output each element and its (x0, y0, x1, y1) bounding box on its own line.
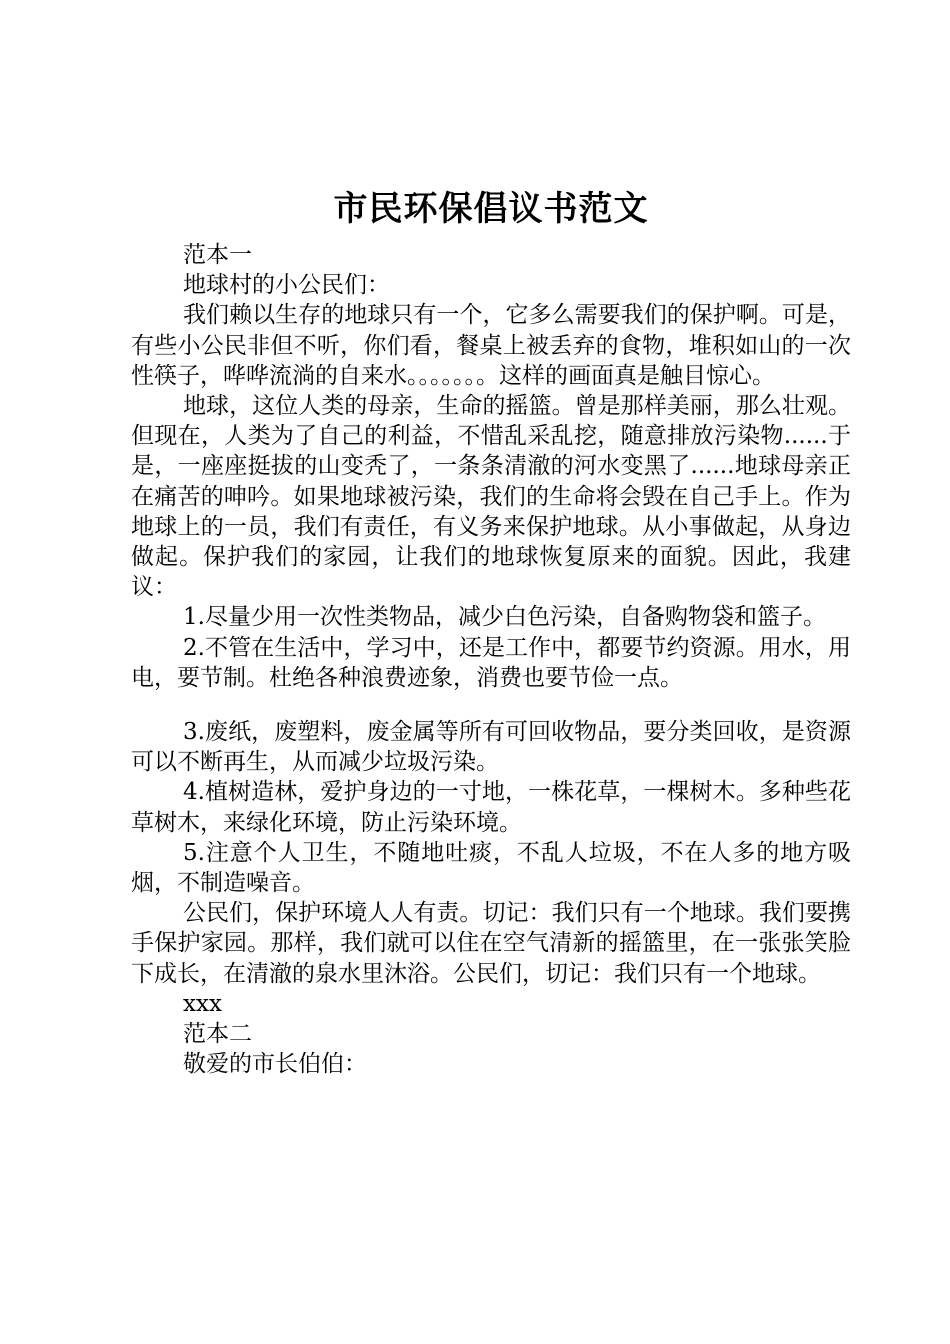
suggestion-item: 4.植树造林，爱护身边的一寸地，一株花草，一棵树木。多种些花草树木，来绿化环境，防止污染环境。 (131, 779, 851, 836)
suggestion-item: 5.注意个人卫生，不随地吐痰，不乱人垃圾，不在人多的地方吸烟，不制造噪音。 (131, 839, 851, 897)
closing-paragraph: 公民们，保护环境人人有责。切记：我们只有一个地球。我们要携手保护家园。那样，我们就可以住在空气清新的摇篮里，在一张张笑脸下成长，在清澈的泉水里沐浴。公民们，切记：我们只有一个地球。 (131, 900, 851, 987)
sample-two-label: 范本二 (183, 1021, 252, 1048)
suggestion-item: 3.废纸，废塑料，废金属等所有可回收物品，要分类回收，是资源可以不断再生，从而减少垃圾污染。 (131, 719, 851, 776)
document-page (131, 186, 851, 1079)
body-paragraph: 我们赖以生存的地球只有一个，它多么需要我们的保护啊。可是，有些小公民非但不听，你们看，餐桌上被丢弃的食物，堆积如山的一次性筷子，哗哗流淌的自来水。。。。。。。这样的画面真是触目惊心。 (131, 302, 851, 389)
salutation-two: 敬爱的市长伯伯： (183, 1051, 367, 1078)
signature: xxx (183, 990, 222, 1017)
body-paragraph: 地球，这位人类的母亲，生命的摇篮。曾是那样美丽，那么壮观。但现在，人类为了自己的利益，不惜乱采乱挖，随意排放污染物......于是，一座座挺拔的山变秃了，一条条清澈的河水变黑了......地球母亲正在痛苦的呻吟。如果地球被污染，我们的生命将会毁在自己手上。作为地球上的一员，我们有责任，有义务来保护地球。从小事做起，从身边做起。保护我们的家园，让我们的地球恢复原来的面貌。因此，我建议： (131, 393, 851, 601)
salutation-one: 地球村的小公民们： (183, 272, 390, 299)
document-title: 市民环保倡议书范文 (333, 189, 649, 229)
suggestion-item: 1.尽量少用一次性类物品，减少白色污染，自备购物袋和篮子。 (183, 604, 826, 631)
sample-one-label: 范本一 (183, 242, 252, 268)
suggestion-item: 2.不管在生活中，学习中，还是工作中，都要节约资源。用水，用电，要节制。杜绝各种浪费迹象，消费也要节俭一点。 (131, 634, 851, 691)
